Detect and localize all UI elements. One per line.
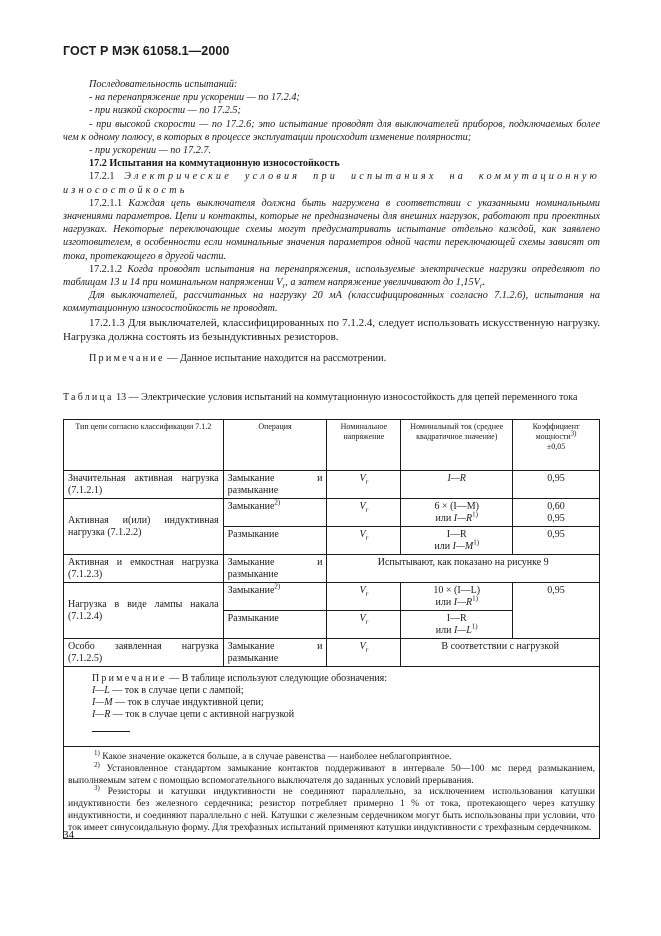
note-text: — ток в случае цепи с активной нагрузкой [110, 709, 295, 720]
section-title: Испытания на коммутационную износостойкость [109, 158, 340, 170]
section-17-2-1 [63, 170, 600, 196]
table-caption-label: Таблица [63, 392, 114, 403]
section-text: Каждая цепь выключателя должна быть нагружена в соответствии с указанными номинальными значениями параметров. Цепи и контакты, которые не предназначены для внешних нагрузок, работают при проектных нагрузках. Некоторые переключающие схемы могут предусматривать испытание отдельно каждой, как заявлено изготовителем, в особенности если номинальные значения параметров одной части переключающей схемы зависят от тока, протекающего в другой части. [63, 197, 601, 262]
cell-operation: Размыкание [223, 527, 327, 555]
cell-type: Нагрузка в виде лампы накала (7.1.2.4) [64, 583, 224, 639]
cell-operation: Замыкание и размыкание [223, 471, 327, 499]
note-text: — ток в случае цепи с лампой; [109, 685, 244, 696]
subscript: r [365, 506, 369, 514]
voltage-symbol: V [359, 501, 366, 512]
header-operation: Операция [223, 420, 327, 471]
table-notes [64, 667, 600, 747]
symbol: I—M [92, 697, 113, 708]
note-text: — В таблице используют следующие обозначения: [166, 673, 388, 684]
sequence-title: Последовательность испытаний: [89, 79, 238, 90]
voltage-symbol: V [359, 473, 366, 484]
cell-merged: В соответствии с нагрузкой [401, 639, 600, 667]
current-value: I—R [453, 512, 473, 524]
table-note-line [92, 685, 595, 697]
subscript: r [365, 590, 369, 598]
cell-pf: 0,95 [513, 471, 600, 499]
symbol: I—R [92, 709, 111, 720]
subscript: r [282, 282, 286, 291]
cell-type: Активная и(или) индуктивная нагрузка (7.1.2.2) [64, 499, 224, 555]
cell-type: Активная и емкостная нагрузка (7.1.2.3) [64, 555, 224, 583]
footnote-ref: 3) [570, 429, 577, 438]
subscript: r [479, 282, 483, 291]
document-code: ГОСТ Р МЭК 61058.1—2000 [63, 44, 230, 58]
footnote [68, 786, 595, 833]
section-17-2-1-3 [63, 316, 600, 344]
section-17-2-1-1 [63, 197, 600, 263]
main-text [63, 78, 600, 365]
table-notes-row [64, 667, 600, 747]
header-voltage: Номинальное напряжение [327, 420, 401, 471]
current-value: 6 × (I—M) [434, 501, 479, 512]
footnote-ref: 1) [472, 594, 478, 603]
cell-operation: Замыкание и размыкание [223, 555, 327, 583]
current-or: или [435, 512, 454, 524]
table-13 [63, 419, 600, 839]
header-pf-tolerance: ±0,05 [546, 442, 566, 451]
note-text: — ток в случае индуктивной цепи; [112, 697, 264, 708]
cell-current: I—R [401, 471, 513, 499]
current-value: I—R [446, 613, 467, 624]
note-label: Примечание [92, 673, 167, 684]
voltage-symbol: V [359, 641, 366, 652]
table-row [64, 555, 600, 583]
section-number: 17.2 [89, 158, 107, 170]
section-title: Электрические условия при испытаниях на коммутационную износостойкость [63, 171, 601, 196]
footnote-ref: 1) [473, 538, 480, 547]
subscript: r [365, 646, 369, 654]
table-row [64, 639, 600, 667]
cell-operation [223, 499, 327, 527]
section-text: , а затем напряжение увеличивают до 1,15V [285, 277, 480, 289]
footnote-mark: 3) [94, 784, 100, 793]
table-row [64, 499, 600, 527]
cell-operation: Размыкание [223, 611, 327, 639]
cell-pf [513, 499, 600, 527]
table-footnotes-row [64, 747, 600, 839]
table-note-line [92, 697, 595, 709]
sequence-item: - при высокой скорости — по 17.2.6; это испытание проводят для выключателей приборов, подключаемых более чем к одному полюсу, в которых в процессе эксплуатации происходит изменение полярности; [63, 118, 600, 143]
header-current: Номинальный ток (среднее квадратичное значение) [401, 420, 513, 471]
current-value: I—L [454, 624, 472, 636]
pf-value: 0,95 [547, 512, 565, 524]
section-number: 17.2.1 [89, 171, 115, 183]
section-17-2-heading [63, 157, 600, 170]
subscript: r [365, 534, 369, 542]
current-or: или [435, 596, 454, 608]
section-number: 17.2.1.2 [89, 263, 123, 275]
operation-text: Замыкание [227, 585, 275, 596]
cell-merged: Испытывают, как показано на рисунке 9 [327, 555, 600, 583]
pf-value: 0,60 [547, 501, 565, 512]
table-header-row [64, 420, 600, 471]
table-row [64, 583, 600, 611]
section-17-2-1-2-text2: Для выключателей, рассчитанных на нагрузку 20 мА (классифицированных согласно 7.1.2.6), испытания на коммутационную износостойкость не проводят. [63, 290, 600, 315]
footnote-rule [92, 731, 130, 732]
subscript: r [365, 618, 369, 626]
cell-current [401, 583, 513, 611]
table-note-line [92, 709, 595, 721]
cell-voltage [327, 499, 401, 527]
footnote-ref: 2) [274, 498, 281, 507]
table-caption [63, 392, 600, 405]
current-or: или [435, 624, 454, 636]
cell-voltage [327, 611, 401, 639]
footnote-text: Резисторы и катушки индуктивности не соединяют параллельно, за исключением использования катушки индуктивности без железного сердечника; резистор потребляет примерно 1 % от тока, протекающего через катушку индуктивности, и соединяют параллельно с ней. Катушки с железным сердечником могут быть использованы при условии, что ток имеет синусоидальную форму. Для трехфазных испытаний применяют катушки индуктивности с трехфазным сердечником. [68, 786, 595, 833]
current-value: 10 × (I—L) [433, 585, 481, 596]
header-pf-text: Коэффициент мощности [532, 422, 580, 441]
current-or: или [434, 540, 453, 552]
cell-type: Значительная активная нагрузка (7.1.2.1) [64, 471, 224, 499]
section-number: 17.2.1.3 [89, 316, 125, 329]
section-17-2-1-2 [63, 263, 600, 289]
table-row [64, 471, 600, 499]
cell-current [401, 499, 513, 527]
cell-type: Особо заявленная нагрузка (7.1.2.5) [64, 639, 224, 667]
current-value: I—R [446, 529, 467, 540]
table-note-intro [92, 673, 595, 685]
cell-operation [223, 583, 327, 611]
page-number: 34 [63, 829, 74, 841]
footnotes [64, 747, 600, 839]
note-text: — Данное испытание находится на рассмотрении. [164, 352, 387, 364]
section-number: 17.2.1.1 [89, 197, 123, 209]
note-1 [63, 352, 600, 365]
voltage-symbol: V [359, 529, 366, 540]
voltage-symbol: V [359, 585, 366, 596]
section-text: . [482, 277, 486, 289]
footnote [68, 760, 595, 787]
current-value: I—R [453, 596, 473, 608]
cell-pf: 0,95 [513, 527, 600, 555]
cell-voltage [327, 583, 401, 611]
section-text: Когда проводят испытания на перенапряжения, используемые электрические нагрузки определяют по таблицам 13 и 14 при номинальном напряжении V [63, 263, 600, 289]
footnote-mark: 1) [94, 748, 100, 757]
footnote-mark: 2) [94, 760, 100, 769]
header-type: Тип цепи согласно классификации 7.1.2 [64, 420, 224, 471]
footnote-ref: 1) [471, 622, 478, 631]
cell-voltage [327, 639, 401, 667]
note-label: Примечание [89, 352, 165, 364]
footnote-text: Установленное стандартом замыкание контактов поддерживают в интервале 50—100 мс перед размыканием, выполняемым затем с помощью вспомогательного выключателя до заданных условий прерывания. [68, 762, 595, 786]
table-caption-text: 13 — Электрические условия испытаний на коммутационную износостойкость для цепей переменного тока [113, 392, 578, 403]
subscript: r [365, 478, 369, 486]
cell-operation: Замыкание и размыкание [223, 639, 327, 667]
cell-current [401, 527, 513, 555]
sequence-item: - на перенапряжение при ускорении — по 17.2.4; [89, 92, 300, 104]
cell-voltage [327, 527, 401, 555]
symbol: I—L [92, 685, 110, 696]
cell-current [401, 611, 513, 639]
cell-voltage [327, 471, 401, 499]
section-text: Для выключателей, классифицированных по 7.1.2.4, следует использовать искусственную нагрузку. Нагрузка должна состоять из безындуктивных резисторов. [63, 316, 601, 343]
operation-text: Замыкание [227, 501, 275, 512]
header-power-factor [513, 420, 600, 471]
footnote [68, 748, 595, 763]
sequence-item: - при низкой скорости — по 17.2.5; [89, 105, 241, 117]
sequence-item: - при ускорении — по 17.2.7. [89, 145, 212, 157]
footnote-ref: 2) [274, 582, 281, 591]
current-value: I—M [452, 540, 474, 552]
footnote-ref: 1) [472, 510, 478, 519]
cell-pf: 0,95 [513, 583, 600, 639]
voltage-symbol: V [359, 613, 366, 624]
footnote-text: Какое значение окажется больше, а в случае равенства — наиболее неблагоприятное. [99, 751, 452, 762]
